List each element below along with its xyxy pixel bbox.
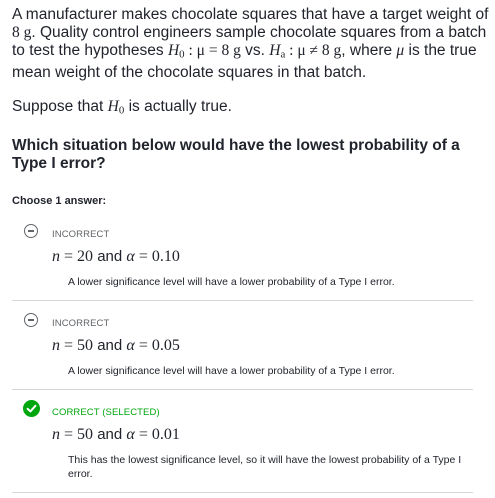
suppose-h0-math xyxy=(108,98,125,115)
answer-choice-1[interactable] xyxy=(12,212,473,301)
equals-sign: = xyxy=(134,426,152,443)
equals-sign: = xyxy=(60,248,78,265)
answer-choices xyxy=(12,212,473,493)
vs-text: vs. xyxy=(240,42,270,59)
n-symbol: n xyxy=(52,248,60,265)
equals-sign: = xyxy=(60,337,78,354)
choice-status: INCORRECT xyxy=(52,318,110,329)
n-value: 50 xyxy=(77,426,94,443)
n-value: 20 xyxy=(77,248,94,265)
suppose-text-2: is actually true. xyxy=(124,97,232,115)
incorrect-marker-icon xyxy=(24,313,38,327)
alpha-symbol: α xyxy=(126,248,135,265)
question-area xyxy=(12,6,490,207)
question-prompt: Which situation below would have the lowest probability of a Type I error? xyxy=(12,137,460,173)
equals-sign: = xyxy=(134,337,152,354)
ha-rest: : μ ≠ 8 g xyxy=(285,42,342,59)
h0-rest: : μ = 8 g xyxy=(184,42,241,59)
n-symbol: n xyxy=(52,426,60,443)
suppose-text-1: Suppose that xyxy=(12,97,108,115)
checkmark-glyph xyxy=(23,400,40,417)
problem-text-2: . Quality control engineers sample chocolate squares from a batch to test the hypotheses xyxy=(12,24,487,59)
answer-choice-3[interactable] xyxy=(12,390,473,493)
and-text: and xyxy=(93,337,127,354)
ha-subscript: a xyxy=(280,48,286,61)
n-value: 50 xyxy=(77,337,94,354)
equals-sign: = xyxy=(134,248,152,265)
choice-expression xyxy=(52,336,180,356)
choice-status: CORRECT (SELECTED) xyxy=(52,407,160,418)
checkmark-icon xyxy=(23,400,40,417)
choice-rationale: This has the lowest significance level, so it will have the lowest probability of a Type I error. xyxy=(68,454,462,480)
choice-rationale: A lower significance level will have a lower probability of a Type I error. xyxy=(68,276,395,288)
problem-text-3: , where xyxy=(341,42,397,59)
suppose-h-subscript: 0 xyxy=(118,104,125,117)
choice-expression xyxy=(52,425,180,445)
alpha-symbol: α xyxy=(126,426,135,443)
alpha-value: 0.01 xyxy=(151,426,180,443)
problem-text-4: is the true mean weight of the chocolate squares in that batch. xyxy=(12,42,477,81)
target-weight-math: 8 g xyxy=(12,24,32,41)
choice-status: INCORRECT xyxy=(52,229,110,240)
alpha-value: 0.10 xyxy=(151,248,180,265)
answer-choice-2[interactable] xyxy=(12,301,473,390)
incorrect-marker-icon xyxy=(24,224,38,238)
alpha-value: 0.05 xyxy=(151,337,180,354)
alpha-symbol: α xyxy=(126,337,135,354)
choice-expression xyxy=(52,247,180,267)
and-text: and xyxy=(93,248,127,265)
choose-label: Choose 1 answer: xyxy=(12,195,107,208)
mu-symbol: μ xyxy=(396,42,405,59)
suppose-h-symbol: H xyxy=(107,97,119,115)
and-text: and xyxy=(93,426,127,443)
choice-rationale: A lower significance level will have a lower probability of a Type I error. xyxy=(68,365,395,377)
h0-symbol: H xyxy=(167,42,180,59)
alt-hypothesis-math xyxy=(269,42,341,59)
null-hypothesis-math xyxy=(168,42,241,59)
n-symbol: n xyxy=(52,337,60,354)
equals-sign: = xyxy=(60,426,78,443)
suppose-statement xyxy=(12,98,490,120)
problem-statement xyxy=(12,6,490,82)
problem-text-1: A manufacturer makes chocolate squares that have a target weight of xyxy=(12,6,489,23)
h0-subscript: 0 xyxy=(179,48,185,61)
ha-symbol: H xyxy=(269,42,281,59)
